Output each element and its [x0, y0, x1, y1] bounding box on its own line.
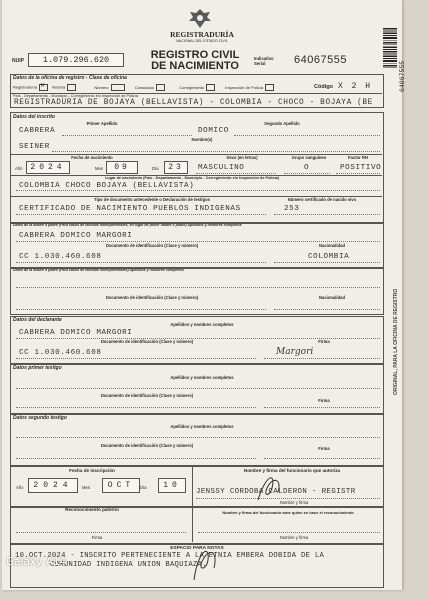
- madre-section-title: Datos de la madre o padre (Para casos de familias homoparentales, en lugar de poner madre o padre) Apellidos y nombres completos: [13, 223, 242, 227]
- madre-nacionalidad-value: COLOMBIA: [308, 253, 350, 261]
- inscripcion-ano-label: Año: [16, 485, 24, 490]
- checkbox-corregimiento: [206, 84, 215, 91]
- inscrito-section-title: Datos del inscrito: [13, 114, 55, 120]
- fecha-inscripcion-label: Fecha de inscripción: [69, 468, 115, 473]
- testigo2-firma-label: Firma: [318, 446, 330, 451]
- padre-documento-label: Documento de identificación (Clase y número): [105, 295, 199, 300]
- nuip-value: 1.079.296.620: [42, 55, 110, 65]
- nuip-box: [28, 53, 124, 67]
- nacimiento-mes-value: 09: [106, 161, 138, 174]
- reconocimiento-firma-label: Firma: [91, 535, 103, 540]
- declarante-nombre-value: CABRERA DOMICO MARGORI: [19, 329, 133, 337]
- testigo1-documento-label: Documento de identificación (Clase y número): [100, 393, 194, 398]
- nacimiento-ano-label: Año: [15, 166, 23, 171]
- barcode-number: 64067555: [399, 60, 406, 92]
- tipo-documento-label: Tipo de documento antecedente o Declaración de testigos: [93, 197, 211, 202]
- nuip-label: NUIP: [12, 58, 24, 64]
- segundo-apellido-label: Segundo Apellido: [264, 121, 300, 126]
- factor-rh-value: POSITIVO: [340, 164, 382, 172]
- madre-nacionalidad-label: Nacionalidad: [318, 243, 346, 248]
- lugar-nacimiento-label: Lugar de nacimiento (País - Departamento - Municipio - Corregimiento e/o Inspección de Policía): [104, 176, 280, 180]
- declarante-documento-label: Documento de identificación (Clase y número): [100, 339, 194, 344]
- option-numero: Número: [94, 84, 109, 90]
- notas-text-line2: COMUNIDAD INDIGENA UNION BAQUIAZA.: [50, 561, 207, 569]
- declarante-firma-signature: Margori: [276, 347, 314, 357]
- padre-section-title: Datos de la madre o padre (Para casos de familias homoparentales) Apellidos y nombres completos: [13, 268, 184, 272]
- checkbox-consulado: [156, 84, 165, 91]
- grupo-sanguineo-label: Grupo sanguíneo: [291, 155, 327, 160]
- numero-certificado-label: Número certificado de nacido vivo: [287, 197, 357, 202]
- doc-title: [130, 50, 260, 72]
- tipo-documento-value: CERTIFICADO DE NACIMIENTO PUEBLOS INDIGENAS: [19, 205, 241, 213]
- lugar-nacimiento-value: COLOMBIA CHOCO BOJAYA (BELLAVISTA): [19, 182, 195, 190]
- office-location-caption: País - Departamento - Municipio - Corregimiento e/o Inspección de Policía: [13, 94, 138, 98]
- padre-section: [10, 267, 384, 315]
- serial-number: 64067555: [294, 54, 347, 66]
- office-location-value: REGISTRADURIA DE BOJAYA (BELLAVISTA) - COLOMBIA - CHOCO - BOJAYA (BE: [14, 99, 373, 107]
- checkbox-registraduria: ✕: [39, 84, 48, 91]
- testigo1-firma-label: Firma: [318, 398, 330, 403]
- nacimiento-dia-value: 23: [164, 161, 188, 174]
- org-title: REGISTRADURÍA: [170, 30, 234, 39]
- nacimiento-dia-label: Día: [152, 166, 159, 171]
- office-section-title: Datos de la oficina de registro - Clase de oficina: [13, 75, 127, 81]
- notas-text-line1: 10.OCT.2024 - INSCRITO PERTENECIENTE A LA ETNIA EMBERA DOBIDA DE LA: [15, 552, 325, 560]
- declarante-section-title: Datos del declarante: [13, 317, 62, 323]
- sexo-label: Sexo (en letras): [226, 155, 258, 160]
- inscripcion-mes-label: Mes: [82, 485, 90, 490]
- grupo-sanguineo-value: O: [304, 164, 310, 172]
- notas-signature-icon: [188, 540, 222, 584]
- doc-title-line2: DE NACIMIENTO: [151, 60, 239, 72]
- checkbox-notaria: [67, 84, 76, 91]
- funcionario-autoriza-label: Nombre y firma del funcionario que autoriza: [243, 468, 341, 473]
- reconocimiento-nombre-firma-label: Nombre y firma: [279, 535, 309, 540]
- numero-certificado-value: 253: [284, 205, 300, 213]
- org-subtitle: NACIONAL DEL ESTADO CIVIL: [176, 39, 228, 43]
- testigo2-apellidos-label: Apellidos y nombres completos: [170, 424, 234, 429]
- reconocimiento-label: Reconocimiento paterno: [65, 507, 119, 512]
- primer-apellido-label: Primer Apellido: [86, 121, 118, 126]
- reconocimiento-funcionario-label: Nombre y firma del funcionario ante quien se hace el reconocimiento: [222, 510, 354, 515]
- declarante-firma-label: Firma: [318, 339, 330, 344]
- coat-of-arms-icon: [187, 8, 213, 30]
- padre-nacionalidad-label: Nacionalidad: [318, 295, 346, 300]
- indicativo-label: Indicativo Serial: [254, 56, 274, 66]
- camera-watermark: Galaxy A14: [6, 556, 67, 568]
- option-notaria: Notaría: [52, 84, 66, 90]
- nacimiento-ano-value: 2024: [26, 161, 70, 174]
- factor-rh-label: Factor RH: [347, 155, 368, 160]
- nombres-label: Nombre(s): [191, 137, 213, 142]
- notas-title: ESPACIO PARA NOTAS: [170, 546, 224, 551]
- office-options: [13, 84, 277, 91]
- declarante-apellidos-label: Apellidos y nombres completos: [170, 322, 234, 327]
- sexo-value: MASCULINO: [198, 164, 245, 172]
- option-inspeccion: Inspección de Policía: [225, 84, 264, 90]
- side-original-text: ORIGINAL, PARA LA OFICINA DE REGISTRO: [393, 288, 399, 395]
- fecha-nacimiento-label: Fecha de nacimiento: [71, 155, 113, 160]
- birth-certificate-document: [2, 0, 406, 590]
- nacimiento-mes-label: Mes: [95, 166, 103, 171]
- madre-nombre-value: CABRERA DOMICO MARGORI: [19, 232, 133, 240]
- option-corregimiento: Corregimiento: [179, 84, 205, 90]
- inscripcion-dia-value: 10: [158, 478, 186, 493]
- option-registraduria: Registraduría: [13, 84, 38, 90]
- checkbox-inspeccion: [265, 84, 274, 91]
- testigo2-documento-label: Documento de identificación (Clase y número): [100, 443, 194, 448]
- inscripcion-nombre-firma-label: Nombre y firma: [279, 500, 309, 505]
- madre-documento-value: CC 1.030.460.608: [19, 253, 102, 261]
- barcode-icon: [383, 28, 397, 68]
- declarante-documento-value: CC 1.030.460.608: [19, 349, 102, 357]
- inscripcion-ano-value: 2024: [28, 478, 78, 493]
- codigo-value: X 2 H: [338, 82, 373, 91]
- codigo-label: Código: [314, 84, 333, 90]
- testigo1-apellidos-label: Apellidos y nombres completos: [170, 375, 234, 380]
- primer-apellido-value: CABRERA: [19, 127, 56, 135]
- inscripcion-dia-label: Día: [140, 485, 147, 490]
- segundo-apellido-value: DOMICO: [198, 127, 229, 135]
- testigo2-section-title: Datos segundo testigo: [13, 415, 67, 421]
- checkbox-numero: [111, 84, 125, 91]
- option-consulado: Consulado: [134, 84, 154, 90]
- nombres-value: SEINER: [19, 143, 50, 151]
- inscripcion-mes-value: OCT: [102, 478, 140, 493]
- madre-documento-label: Documento de identificación (Clase y número): [105, 243, 199, 248]
- doc-title-line1: REGISTRO CIVIL: [150, 49, 240, 61]
- funcionario-autoriza-value: JENSSY CORDOBA CALDERON - REGISTR: [196, 488, 356, 496]
- testigo1-section-title: Datos primer testigo: [13, 365, 62, 371]
